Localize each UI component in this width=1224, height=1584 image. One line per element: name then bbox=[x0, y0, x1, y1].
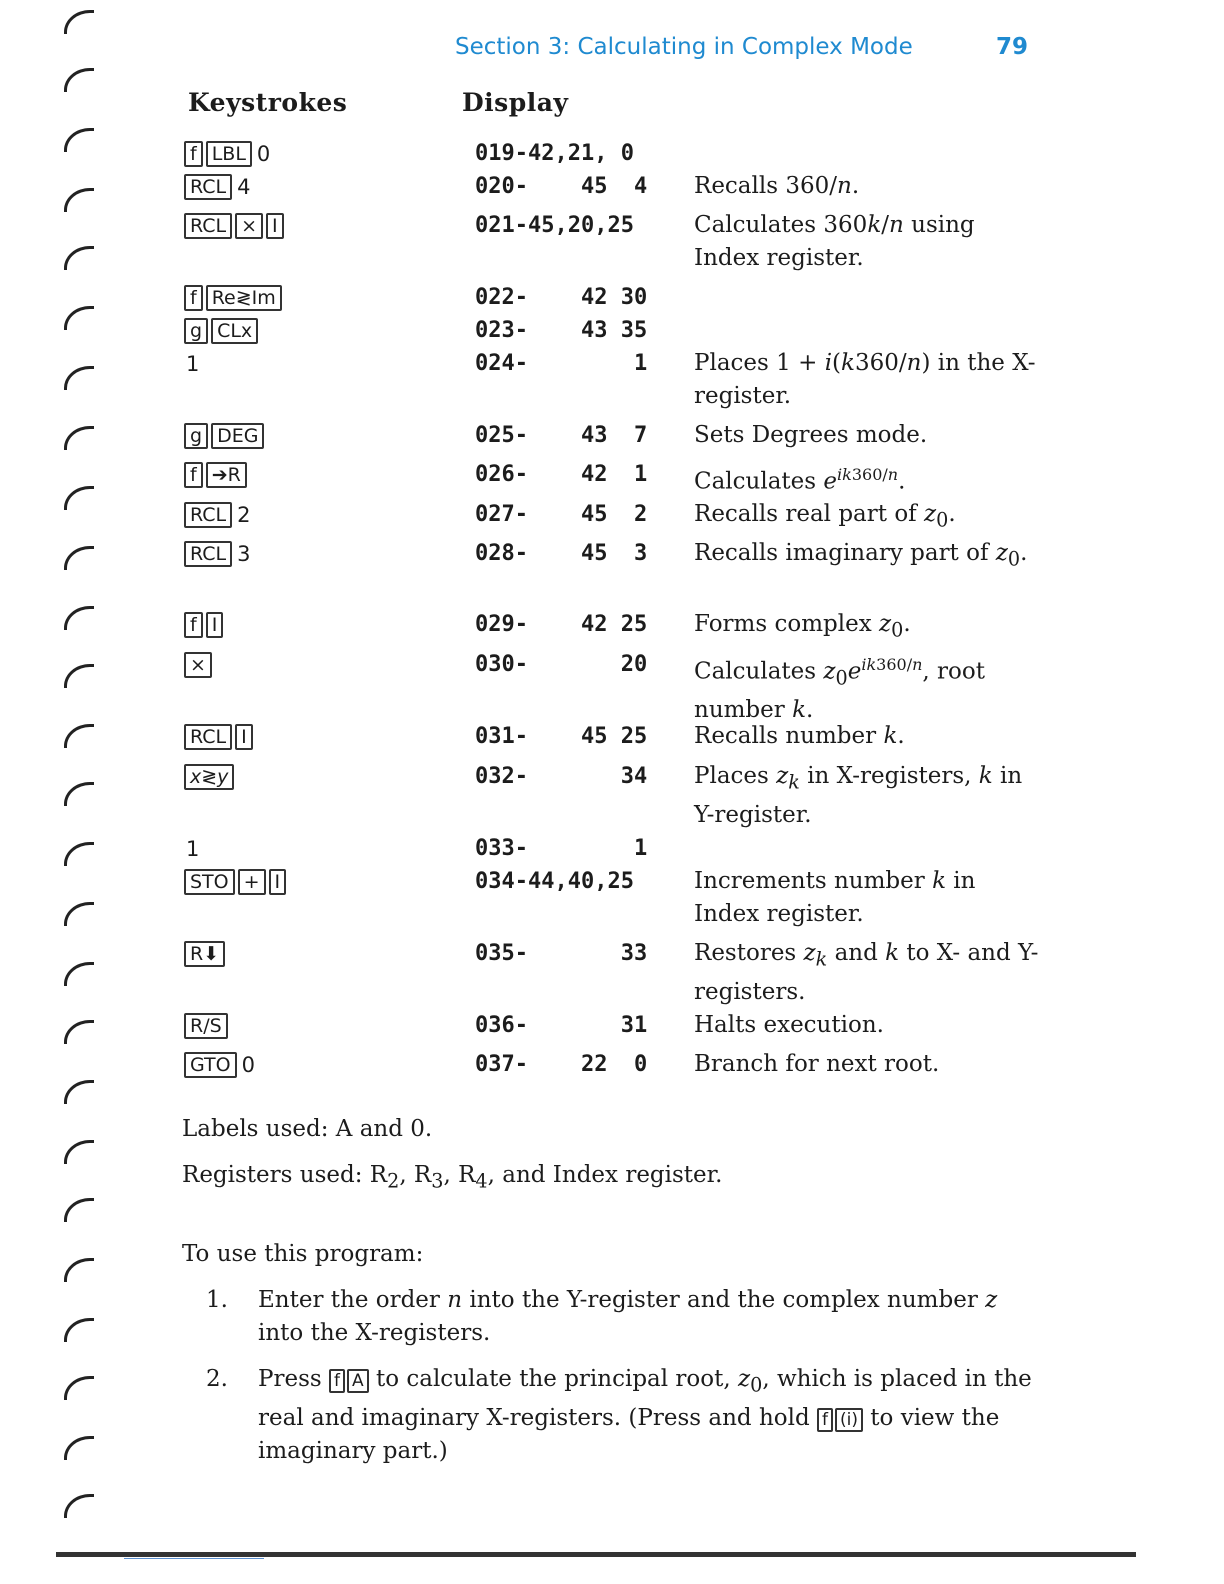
display-code: 019-42,21, 0 bbox=[475, 141, 634, 166]
step-number: 1. bbox=[206, 1287, 228, 1313]
labels-used-note: Labels used: A and 0. bbox=[182, 1116, 433, 1142]
keystroke-digit: 0 bbox=[256, 142, 271, 166]
display-code: 025- 43 7 bbox=[475, 423, 648, 448]
key-cap: Re≷Im bbox=[206, 285, 282, 311]
keystroke-cell bbox=[184, 1012, 228, 1040]
keystroke-digit: 1 bbox=[186, 837, 200, 861]
display-code: 027- 45 2 bbox=[475, 502, 648, 527]
step-number: 2. bbox=[206, 1366, 228, 1392]
key-cap: RCL bbox=[184, 174, 232, 200]
key-cap: ➔R bbox=[206, 462, 247, 488]
key-cap: DEG bbox=[211, 423, 264, 449]
keystroke-cell bbox=[184, 723, 253, 751]
display-code: 031- 45 25 bbox=[475, 724, 648, 749]
key-cap: RCL bbox=[184, 724, 232, 750]
display-code: 036- 31 bbox=[475, 1013, 648, 1038]
keystroke-cell bbox=[184, 173, 250, 201]
step-description: Forms complex $z_0$. bbox=[694, 611, 911, 642]
instructions-intro: To use this program: bbox=[182, 1241, 424, 1267]
display-code: 033- 1 bbox=[475, 836, 648, 861]
section-title: Section 3: Calculating in Complex Mode bbox=[455, 34, 913, 60]
display-code: 026- 42 1 bbox=[475, 462, 648, 487]
step-description: Branch for next root. bbox=[694, 1051, 940, 1077]
display-code: 024- 1 bbox=[475, 351, 648, 376]
step-description: Calculates 360k/n using Index register. bbox=[694, 212, 975, 271]
key-cap: I bbox=[266, 213, 284, 239]
keystroke-cell bbox=[184, 350, 199, 378]
keystrokes-heading: Keystrokes bbox=[188, 88, 348, 117]
display-code: 032- 34 bbox=[475, 764, 648, 789]
keystroke-digit: 3 bbox=[237, 542, 251, 566]
key-cap: + bbox=[238, 869, 266, 895]
key-cap: R⬇ bbox=[184, 941, 225, 967]
key-cap: f bbox=[184, 462, 203, 488]
keystroke-cell bbox=[184, 1051, 255, 1079]
keystroke-cell bbox=[184, 422, 264, 450]
step-description: Restores $z_k$ and k to X- and Y-registers. bbox=[694, 940, 1039, 1005]
key-cap: LBL bbox=[206, 141, 252, 167]
key-cap: RCL bbox=[184, 541, 232, 567]
key-cap: STO bbox=[184, 869, 235, 895]
footer-rule bbox=[56, 1552, 1136, 1557]
step-description: Recalls number k. bbox=[694, 723, 905, 749]
key-cap: I bbox=[206, 612, 224, 638]
spiral-binding bbox=[60, 0, 110, 1540]
key-cap: f bbox=[184, 141, 203, 167]
key-cap: R/S bbox=[184, 1013, 228, 1039]
display-code: 034-44,40,25 bbox=[475, 869, 634, 894]
step-description: Recalls real part of $z_0$. bbox=[694, 501, 956, 532]
keystroke-cell bbox=[184, 868, 286, 896]
display-code: 022- 42 30 bbox=[475, 285, 648, 310]
keystroke-cell bbox=[184, 940, 225, 968]
key-cap: g bbox=[184, 423, 208, 449]
step-description: Recalls imaginary part of $z_0$. bbox=[694, 540, 1028, 571]
key-cap: g bbox=[184, 318, 208, 344]
step-description: Increments number k in Index register. bbox=[694, 868, 976, 927]
key-cap: f bbox=[184, 285, 203, 311]
registers-used-note: Registers used: $R_2$, $R_3$, $R_4$, and Index register. bbox=[182, 1162, 723, 1193]
step-description: Places $z_k$ in X-registers, k in Y-register. bbox=[694, 763, 1023, 828]
step-text: Enter the order n into the Y-register and the complex number z into the X-registers. bbox=[258, 1287, 998, 1346]
page-number: 79 bbox=[995, 34, 1028, 60]
display-code: 029- 42 25 bbox=[475, 612, 648, 637]
key-cap: GTO bbox=[184, 1052, 237, 1078]
display-code: 020- 45 4 bbox=[475, 174, 648, 199]
step-description: Recalls 360/n. bbox=[694, 173, 860, 199]
key-cap: CLx bbox=[211, 318, 258, 344]
key-cap: × bbox=[184, 652, 212, 678]
keystroke-cell bbox=[184, 284, 282, 312]
display-code: 028- 45 3 bbox=[475, 541, 648, 566]
keystroke-digit: 4 bbox=[237, 175, 251, 199]
key-cap: x≷y bbox=[184, 764, 234, 790]
step-description: Calculates $z_0e^{ik360/n}$, root number k. bbox=[694, 655, 985, 724]
display-code: 030- 20 bbox=[475, 652, 648, 677]
display-code: 021-45,20,25 bbox=[475, 213, 634, 238]
keystroke-cell bbox=[184, 317, 258, 345]
keystroke-cell bbox=[184, 461, 247, 489]
keystroke-cell bbox=[184, 140, 270, 168]
step-text: Press f A to calculate the principal root, $z_0$, which is placed in the real and imaginary X-registers. (Press and hold f (i) to view the imaginary part.) bbox=[258, 1366, 1032, 1464]
display-code: 035- 33 bbox=[475, 941, 648, 966]
step-description: Halts execution. bbox=[694, 1012, 884, 1038]
key-cap: RCL bbox=[184, 213, 232, 239]
key-cap: I bbox=[269, 869, 287, 895]
keystroke-cell bbox=[184, 651, 212, 679]
display-code: 023- 43 35 bbox=[475, 318, 648, 343]
step-description: Sets Degrees mode. bbox=[694, 422, 928, 448]
keystroke-cell bbox=[184, 212, 284, 240]
keystroke-cell bbox=[184, 763, 234, 791]
display-heading: Display bbox=[462, 88, 569, 117]
key-cap: RCL bbox=[184, 502, 232, 528]
keystroke-cell bbox=[184, 501, 250, 529]
display-code: 037- 22 0 bbox=[475, 1052, 648, 1077]
keystroke-cell bbox=[184, 540, 250, 568]
keystroke-digit: 1 bbox=[186, 352, 200, 376]
footer-accent-rule bbox=[124, 1558, 264, 1559]
keystroke-cell bbox=[184, 835, 199, 863]
step-description: Places 1 + i(k360/n) in the X-register. bbox=[694, 350, 1036, 409]
keystroke-digit: 0 bbox=[241, 1053, 255, 1077]
step-description: Calculates $e^{ik360/n}$. bbox=[694, 465, 906, 495]
keystroke-cell bbox=[184, 611, 223, 639]
key-cap: × bbox=[235, 213, 263, 239]
key-cap: I bbox=[235, 724, 253, 750]
key-cap: f bbox=[184, 612, 203, 638]
keystroke-digit: 2 bbox=[237, 503, 251, 527]
